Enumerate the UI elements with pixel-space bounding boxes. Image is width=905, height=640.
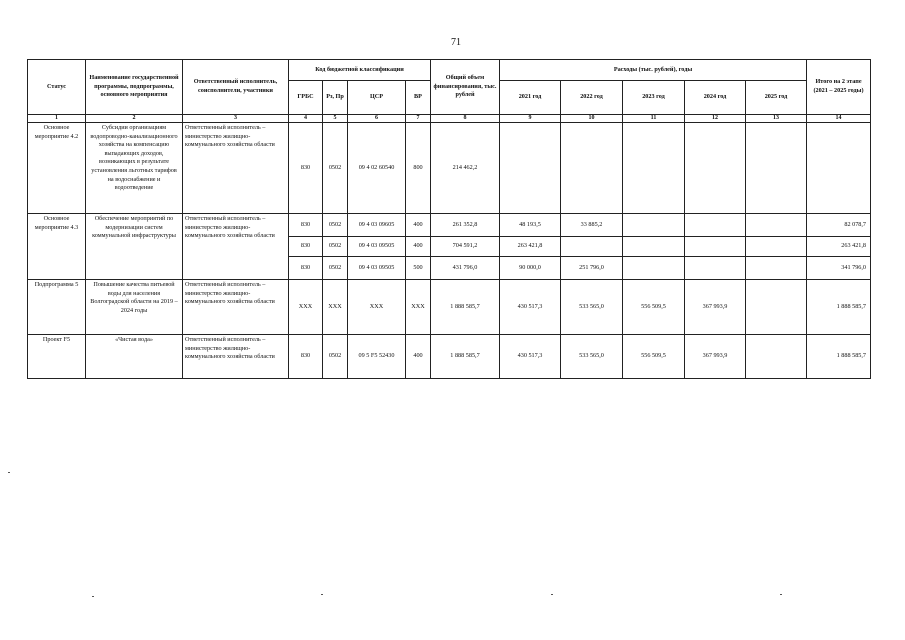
- header-expenses-group: Расходы (тыс. рублей), годы: [500, 60, 807, 81]
- cell-csr: 09 4 03 09505: [348, 257, 406, 280]
- header-grbs: ГРБС: [289, 81, 323, 115]
- cell-rzpr: 0502: [323, 257, 348, 280]
- cell-2025: [746, 237, 807, 257]
- cell-stage-total: 82 078,7: [807, 214, 871, 237]
- cell-vr: 400: [406, 237, 431, 257]
- column-number: 4: [289, 115, 323, 123]
- cell-2024: [685, 257, 746, 280]
- table-row: [28, 280, 871, 335]
- cell-total: 1 888 585,7: [431, 335, 500, 379]
- column-number: 3: [183, 115, 289, 123]
- header-2023: 2023 год: [623, 81, 685, 115]
- cell-total: 214 462,2: [431, 123, 500, 214]
- cell-vr: 800: [406, 123, 431, 214]
- cell-2021: [500, 123, 561, 214]
- row-responsible: Ответственный исполнитель – министерство жилищно-коммунального хозяйства области: [183, 335, 289, 379]
- budget-table: [27, 59, 871, 379]
- cell-2024: 367 993,9: [685, 280, 746, 335]
- cell-csr: 09 4 03 09605: [348, 214, 406, 237]
- scan-speck: [8, 472, 10, 473]
- scan-speck: [321, 594, 323, 595]
- cell-2022: [561, 237, 623, 257]
- cell-grbs: 830: [289, 123, 323, 214]
- header-2025: 2025 год: [746, 81, 807, 115]
- column-number: 8: [431, 115, 500, 123]
- header-rzpr: Рз, Пр: [323, 81, 348, 115]
- cell-stage-total: 263 421,8: [807, 237, 871, 257]
- column-number: 5: [323, 115, 348, 123]
- row-responsible: Ответственный исполнитель – министерство жилищно-коммунального хозяйства области: [183, 280, 289, 335]
- row-name: «Чистая вода»: [86, 335, 183, 379]
- cell-rzpr: 0502: [323, 214, 348, 237]
- cell-2023: 556 509,5: [623, 335, 685, 379]
- cell-2025: [746, 335, 807, 379]
- row-status: Основное мероприятие 4.3: [28, 214, 86, 280]
- header-name: Наименование государственной программы, подпрограммы, основного мероприятия: [86, 60, 183, 115]
- header-2024: 2024 год: [685, 81, 746, 115]
- column-number: 7: [406, 115, 431, 123]
- table-row: [28, 335, 871, 379]
- column-number: 9: [500, 115, 561, 123]
- scan-speck: [551, 594, 553, 595]
- cell-total: 1 888 585,7: [431, 280, 500, 335]
- row-responsible: Ответственный исполнитель – министерство жилищно-коммунального хозяйства области: [183, 214, 289, 280]
- column-number: 14: [807, 115, 871, 123]
- cell-stage-total: 1 888 585,7: [807, 335, 871, 379]
- cell-2025: [746, 280, 807, 335]
- scan-speck: [780, 594, 782, 595]
- cell-2021: 430 517,3: [500, 280, 561, 335]
- cell-total: 431 796,0: [431, 257, 500, 280]
- cell-2024: [685, 237, 746, 257]
- cell-csr: 09 4 02 60540: [348, 123, 406, 214]
- cell-2022: [561, 123, 623, 214]
- cell-2021: 430 517,3: [500, 335, 561, 379]
- cell-rzpr: 0502: [323, 237, 348, 257]
- cell-rzpr: 0502: [323, 335, 348, 379]
- cell-2022: 251 796,0: [561, 257, 623, 280]
- cell-stage-total: 1 888 585,7: [807, 280, 871, 335]
- cell-2025: [746, 214, 807, 237]
- column-number: 2: [86, 115, 183, 123]
- table-row: [28, 214, 871, 237]
- cell-2021: 263 421,8: [500, 237, 561, 257]
- cell-total: 261 352,8: [431, 214, 500, 237]
- column-number: 10: [561, 115, 623, 123]
- column-number: 13: [746, 115, 807, 123]
- cell-2024: 367 993,9: [685, 335, 746, 379]
- cell-vr: XXX: [406, 280, 431, 335]
- cell-2023: [623, 214, 685, 237]
- cell-csr: 09 4 03 09505: [348, 237, 406, 257]
- cell-2023: [623, 257, 685, 280]
- page-number: 71: [451, 37, 461, 48]
- row-status: Проект F5: [28, 335, 86, 379]
- cell-rzpr: XXX: [323, 280, 348, 335]
- cell-grbs: 830: [289, 237, 323, 257]
- cell-grbs: 830: [289, 257, 323, 280]
- cell-2022: 33 885,2: [561, 214, 623, 237]
- cell-grbs: 830: [289, 335, 323, 379]
- cell-grbs: 830: [289, 214, 323, 237]
- cell-2022: 533 565,0: [561, 280, 623, 335]
- cell-rzpr: 0502: [323, 123, 348, 214]
- row-status: Основное мероприятие 4.2: [28, 123, 86, 214]
- header-responsible: Ответственный исполнитель, соисполнители, участники: [183, 60, 289, 115]
- header-total-volume: Общий объем финансирования, тыс. рублей: [431, 60, 500, 115]
- cell-2025: [746, 257, 807, 280]
- column-number: 6: [348, 115, 406, 123]
- cell-2023: [623, 237, 685, 257]
- cell-total: 704 591,2: [431, 237, 500, 257]
- row-responsible: Ответственный исполнитель – министерство жилищно-коммунального хозяйства области: [183, 123, 289, 214]
- header-2021: 2021 год: [500, 81, 561, 115]
- cell-2021: 48 193,5: [500, 214, 561, 237]
- cell-2022: 533 565,0: [561, 335, 623, 379]
- cell-grbs: XXX: [289, 280, 323, 335]
- column-number: 1: [28, 115, 86, 123]
- header-status: Статус: [28, 60, 86, 115]
- header-2022: 2022 год: [561, 81, 623, 115]
- cell-2024: [685, 123, 746, 214]
- row-status: Подпрограмма 5: [28, 280, 86, 335]
- cell-2025: [746, 123, 807, 214]
- column-number: 12: [685, 115, 746, 123]
- cell-stage-total: 341 796,0: [807, 257, 871, 280]
- cell-csr: XXX: [348, 280, 406, 335]
- cell-csr: 09 5 F5 52430: [348, 335, 406, 379]
- row-name: Обеспечение мероприятий по модернизации систем коммунальной инфраструктуры: [86, 214, 183, 280]
- cell-2023: [623, 123, 685, 214]
- header-stage-total: Итого на 2 этапе (2021 – 2025 годы): [807, 60, 871, 115]
- cell-2023: 556 509,5: [623, 280, 685, 335]
- scan-speck: [92, 596, 94, 597]
- row-name: Субсидии организациям водопроводно-канализационного хозяйства на компенсацию выпадающих доходов, возникающих в результате установления льготных тарифов на водоснабжение и водоотведение: [86, 123, 183, 214]
- header-bcc-group: Код бюджетной классификации: [289, 60, 431, 81]
- header-vr: ВР: [406, 81, 431, 115]
- cell-vr: 400: [406, 335, 431, 379]
- row-name: Повышение качества питьевой воды для населения Волгоградской области на 2019 – 2024 годы: [86, 280, 183, 335]
- cell-2024: [685, 214, 746, 237]
- column-number: 11: [623, 115, 685, 123]
- table-row: [28, 123, 871, 214]
- cell-2021: 90 000,0: [500, 257, 561, 280]
- header-csr: ЦСР: [348, 81, 406, 115]
- cell-stage-total: [807, 123, 871, 214]
- cell-vr: 500: [406, 257, 431, 280]
- cell-vr: 400: [406, 214, 431, 237]
